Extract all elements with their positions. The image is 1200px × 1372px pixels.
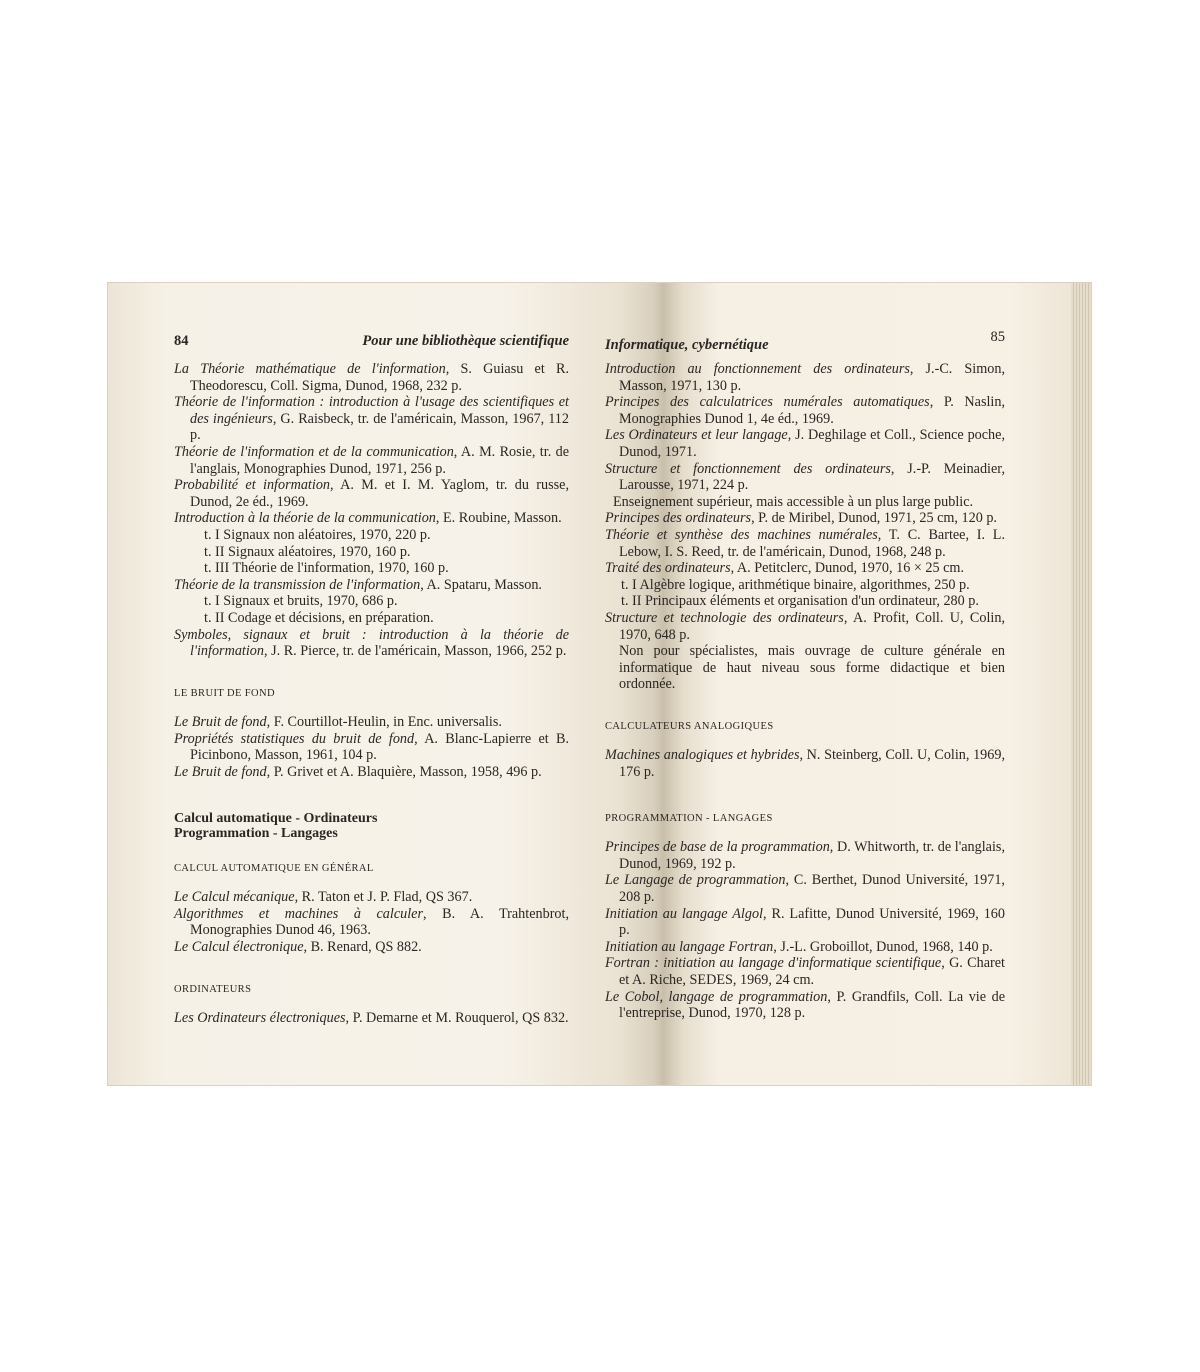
bib-entry: Théorie de la transmission de l'information, A. Spataru, Masson.	[174, 576, 542, 593]
chapter-heading: Calcul automatique - Ordinateurs Programmation - Langages	[174, 810, 378, 841]
bib-entry: Initiation au langage Algol, R. Lafitte, Dunod Université, 1969, 160 p.	[605, 905, 1005, 939]
section-title: CALCULATEURS ANALOGIQUES	[605, 720, 774, 732]
left-running-head: Pour une bibliothèque scientifique	[362, 333, 569, 349]
section-title: ORDINATEURS	[174, 983, 252, 995]
bib-entry: Structure et fonctionnement des ordinateurs, J.-P. Meinadier, Larousse, 1971, 224 p.	[605, 460, 1006, 494]
right-running-head: Informatique, cybernétique	[605, 337, 769, 353]
bib-entry: Principes des ordinateurs, P. de Miribel, Dunod, 1971, 25 cm, 120 p.	[605, 510, 997, 527]
right-page-number: 85	[990, 329, 1005, 345]
section-title: LE BRUIT DE FOND	[174, 687, 275, 699]
entry-note: Enseignement supérieur, mais accessible à un plus large public.	[613, 493, 974, 510]
volume-line: t. III Théorie de l'information, 1970, 160 p.	[204, 560, 449, 577]
left-page-number: 84	[174, 333, 189, 349]
bib-entry: Traité des ordinateurs, A. Petitclerc, Dunod, 1970, 16 × 25 cm.	[605, 560, 965, 577]
section-title: CALCUL AUTOMATIQUE EN GÉNÉRAL	[174, 862, 374, 874]
section-title: PROGRAMMATION - LANGAGES	[605, 812, 773, 824]
entry-note: Non pour spécialistes, mais ouvrage de culture générale en informatique de haut niveau sous forme didactique et bien ordonnée.	[619, 643, 1005, 693]
bib-entry: Machines analogiques et hybrides, N. Steinberg, Coll. U, Colin, 1969, 176 p.	[605, 747, 1005, 781]
bib-entry: Symboles, signaux et bruit : introduction à la théorie de l'information, J. R. Pierce, tr. de l'américain, Masson, 1966, 252 p.	[174, 626, 569, 660]
bib-entry: Probabilité et information, A. M. et I. M. Yaglom, tr. du russe, Dunod, 2e éd., 1969.	[174, 477, 569, 510]
volume-line: t. I Algèbre logique, arithmétique binaire, algorithmes, 250 p.	[621, 576, 970, 593]
bib-entry: Algorithmes et machines à calculer, B. A. Trahtenbrot, Monographies Dunod 46, 1963.	[174, 905, 569, 939]
volume-line: t. II Codage et décisions, en préparation.	[204, 609, 434, 626]
bib-entry: Les Ordinateurs et leur langage, J. Deghilage et Coll., Science poche, Dunod, 1971.	[605, 427, 1005, 460]
bib-entry: Principes de base de la programmation, D. Whitworth, tr. de l'anglais, Dunod, 1969, 192 p.	[605, 839, 1005, 872]
bib-entry: Théorie de l'information : introduction à l'usage des scientifiques et des ingénieurs, G. Raisbeck, tr. de l'américain, Masson, 1967, 112 p.	[174, 394, 569, 444]
volume-line: t. I Signaux non aléatoires, 1970, 220 p.	[204, 526, 431, 543]
bib-entry: Propriétés statistiques du bruit de fond, A. Blanc-Lapierre et B. Picinbono, Masson, 1961, 104 p.	[174, 730, 569, 764]
bib-entry: Introduction à la théorie de la communication, E. Roubine, Masson.	[174, 510, 562, 527]
left-page	[174, 333, 569, 1027]
bib-entry: Structure et technologie des ordinateurs, A. Profit, Coll. U, Colin, 1970, 648 p.	[605, 609, 1006, 643]
open-book	[108, 283, 1091, 1085]
bib-entry: Initiation au langage Fortran, J.-L. Groboillot, Dunod, 1968, 140 p.	[605, 938, 993, 955]
bib-entry: Le Cobol, langage de programmation, P. Grandfils, Coll. La vie de l'entreprise, Dunod, 1970, 128 p.	[605, 988, 1005, 1022]
page-edges	[1071, 283, 1091, 1085]
bib-entry: Théorie et synthèse des machines numérales, T. C. Bartee, I. L. Lebow, I. S. Reed, tr. de l'américain, Dunod, 1968, 248 p.	[605, 526, 1005, 560]
right-page-header	[605, 329, 1005, 361]
right-page	[605, 329, 1006, 1022]
volume-line: t. I Signaux et bruits, 1970, 686 p.	[204, 593, 398, 610]
bib-entry: Introduction au fonctionnement des ordinateurs, J.-C. Simon, Masson, 1971, 130 p.	[605, 361, 1006, 394]
bib-entry: Fortran : initiation au langage d'informatique scientifique, G. Charet et A. Riche, SEDES, 1969, 24 cm.	[605, 955, 1005, 988]
bib-entry: Le Bruit de fond, P. Grivet et A. Blaquière, Masson, 1958, 496 p.	[174, 764, 542, 781]
bib-entry: Le Calcul électronique, B. Renard, QS 882.	[174, 939, 422, 956]
bib-entry: Principes des calculatrices numérales automatiques, P. Naslin, Monographies Dunod 1, 4e éd., 1969.	[605, 394, 1006, 427]
bib-entry: Théorie de l'information et de la communication, A. M. Rosie, tr. de l'anglais, Monographies Dunod, 1971, 256 p.	[174, 443, 569, 477]
bib-entry: Le Bruit de fond, F. Courtillot-Heulin, in Enc. universalis.	[174, 714, 502, 731]
left-page-header	[174, 333, 569, 361]
bib-entry: Le Calcul mécanique, R. Taton et J. P. Flad, QS 367.	[174, 889, 473, 906]
bib-entry: Les Ordinateurs électroniques, P. Demarne et M. Rouquerol, QS 832.	[174, 1010, 569, 1027]
bib-entry: Le Langage de programmation, C. Berthet, Dunod Université, 1971, 208 p.	[605, 872, 1005, 906]
bib-entry: La Théorie mathématique de l'information, S. Guiasu et R. Theodorescu, Coll. Sigma, Dunod, 1968, 232 p.	[174, 361, 569, 394]
volume-line: t. II Principaux éléments et organisation d'un ordinateur, 280 p.	[621, 593, 979, 610]
volume-line: t. II Signaux aléatoires, 1970, 160 p.	[204, 543, 411, 560]
